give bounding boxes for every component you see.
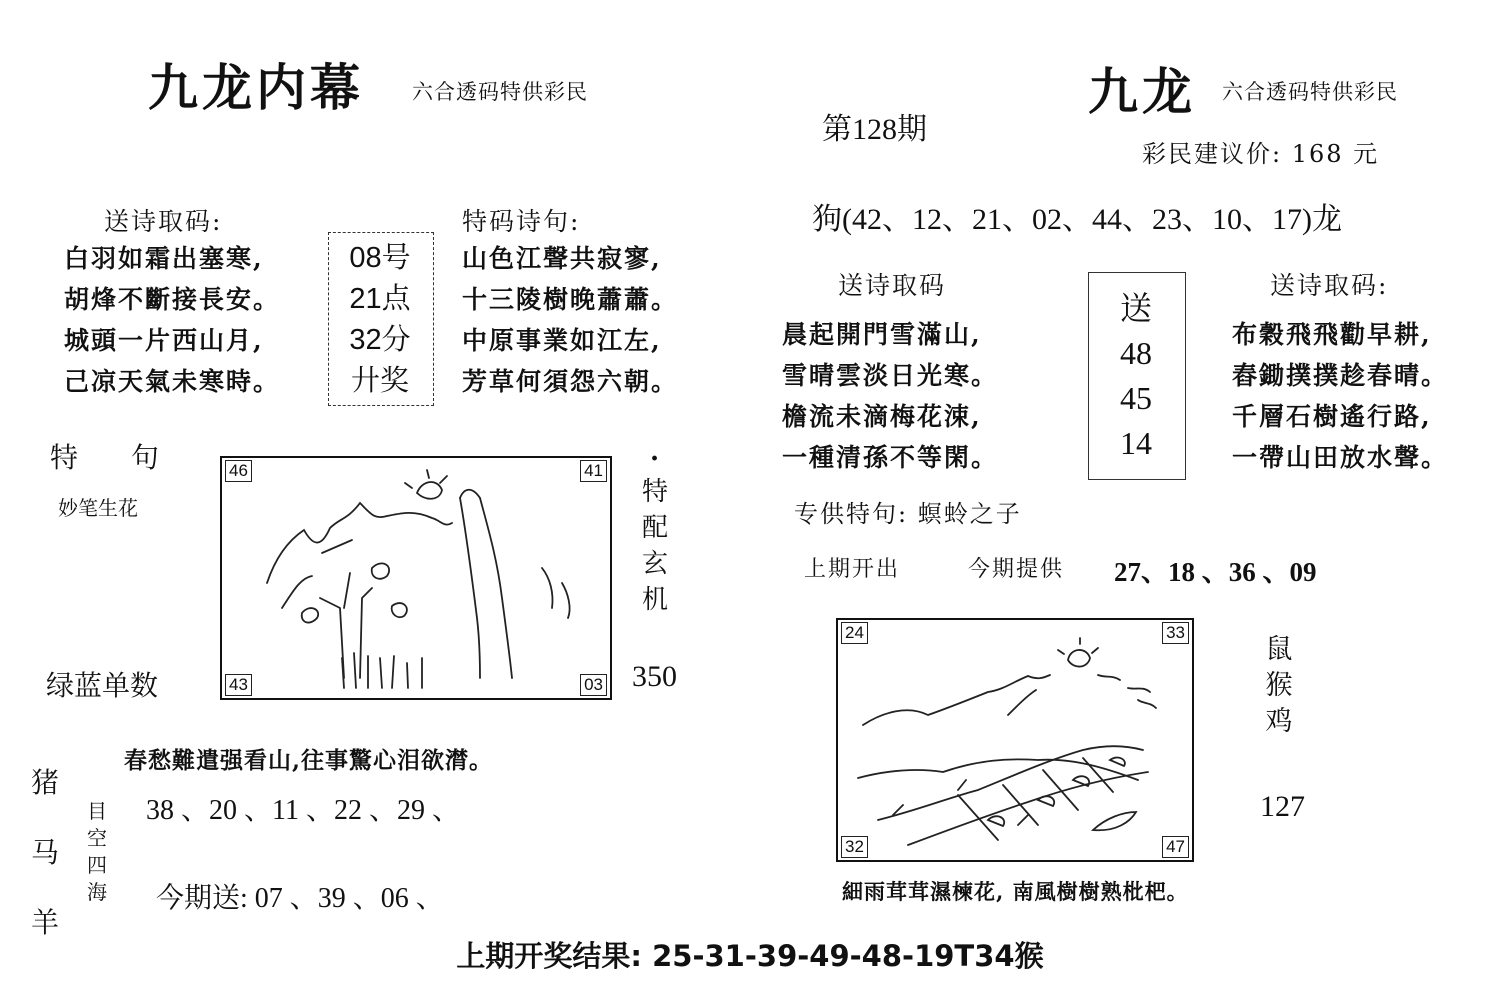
right-poem-heading-right: 送诗取码: xyxy=(1270,271,1389,300)
left-special-poem xyxy=(462,238,678,402)
right-caption: 細雨茸茸濕楝花, 南風樹樹熟枇杷。 xyxy=(842,879,1189,904)
this-issue-label: 今期提供 xyxy=(968,557,1065,582)
box-line: 送 xyxy=(1119,290,1152,326)
right-illustration xyxy=(836,618,1194,862)
left-box-text xyxy=(332,238,428,402)
te-ju-label: 特 句 xyxy=(50,441,181,474)
right-zodiac-vertical: 鼠猴鸡 xyxy=(1265,634,1293,737)
poem-line: 己凉天氣未寒時。 xyxy=(64,367,281,396)
last-issue-label: 上期开出 xyxy=(804,557,901,582)
green-blue-label: 绿蓝单数 xyxy=(46,669,159,702)
side-vertical-text: 特配玄机 xyxy=(641,477,668,615)
poem-line: 一種清孫不等閑。 xyxy=(782,443,999,472)
left-illustration xyxy=(220,456,612,700)
box-line: 廾奖 xyxy=(350,365,409,397)
poem-line: 雪晴雲淡日光寒。 xyxy=(782,361,999,390)
left-title: 九龙内幕 xyxy=(148,58,364,117)
this-issue-numbers: 27、18 、36 、09 xyxy=(1114,557,1317,587)
pic-corner-number: 41 xyxy=(580,460,607,482)
issue-number: 第128期 xyxy=(822,113,927,146)
box-line: 21点 xyxy=(349,283,411,315)
spring-line: 春愁難遣强看山,往事驚心泪欲潸。 xyxy=(124,747,494,774)
poem-line: 晨起開門雪滿山, xyxy=(782,320,982,349)
last-result-footer: 上期开奖结果: 25-31-39-49-48-19T34猴 xyxy=(456,939,1044,973)
pic-corner-number: 32 xyxy=(841,836,868,858)
poem-line: 中原事業如江左, xyxy=(462,326,662,355)
pic-corner-number: 03 xyxy=(580,674,607,696)
poem-line: 芳草何須怨六朝。 xyxy=(462,367,679,396)
mu-kong-vertical: 目空四海 xyxy=(87,799,107,904)
poem-line: 白羽如霜出塞寒, xyxy=(64,244,264,273)
poem-line: 一帶山田放水聲。 xyxy=(1232,443,1449,472)
poem-line: 胡烽不斷接長安。 xyxy=(64,285,281,314)
box-line: 48 xyxy=(1120,335,1152,371)
right-poem-right xyxy=(1232,314,1448,478)
box-line: 08号 xyxy=(349,242,411,274)
poem-line: 布穀飛飛勸早耕, xyxy=(1232,320,1432,349)
poem-line: 檐流未滴梅花涑, xyxy=(782,402,982,431)
number-350: 350 xyxy=(632,660,677,693)
left-subtitle: 六合透码特供彩民 xyxy=(412,80,588,104)
pic-corner-number: 47 xyxy=(1162,836,1189,858)
right-title: 九龙 xyxy=(1088,62,1196,121)
field-sketch xyxy=(838,620,1192,860)
special-sentence: 专供特句: 螟蛉之子 xyxy=(794,500,1022,528)
price-label: 彩民建议价: 168 元 xyxy=(1142,140,1380,168)
box-line: 32分 xyxy=(349,324,411,356)
poem-line: 城頭一片西山月, xyxy=(64,326,264,355)
left-poem xyxy=(64,238,280,402)
box-line: 14 xyxy=(1120,425,1152,461)
today-send: 今期送: 07 、39 、06 、 xyxy=(156,883,444,914)
left-zodiac-vertical: 猪马羊 xyxy=(30,766,59,939)
miao-bi-label: 妙笔生花 xyxy=(58,496,138,520)
poem-line: 十三陵樹晚蕭蕭。 xyxy=(462,285,679,314)
pic-corner-number: 24 xyxy=(841,622,868,644)
poem-line: 山色江聲共寂寥, xyxy=(462,244,662,273)
left-special-heading: 特码诗句: xyxy=(462,207,581,236)
side-dot: · xyxy=(650,444,660,474)
right-subtitle: 六合透码特供彩民 xyxy=(1222,80,1398,104)
poem-line: 舂鋤撲撲趁春晴。 xyxy=(1232,361,1449,390)
dog-dragon-numbers: 狗(42、12、21、02、44、23、10、17)龙 xyxy=(812,203,1342,236)
right-poem-left xyxy=(782,314,998,478)
pic-corner-number: 33 xyxy=(1162,622,1189,644)
numbers-row: 38 、20 、11 、22 、29 、 xyxy=(146,795,460,826)
right-poem-heading-left: 送诗取码 xyxy=(838,271,947,300)
pic-corner-number: 43 xyxy=(225,674,252,696)
box-line: 45 xyxy=(1120,380,1152,416)
landscape-sketch xyxy=(222,458,610,698)
poem-line: 千層石樹遙行路, xyxy=(1232,402,1432,431)
right-box-text xyxy=(1090,286,1182,466)
left-poem-heading: 送诗取码: xyxy=(104,207,223,236)
pic-corner-number: 46 xyxy=(225,460,252,482)
number-127: 127 xyxy=(1260,790,1305,823)
